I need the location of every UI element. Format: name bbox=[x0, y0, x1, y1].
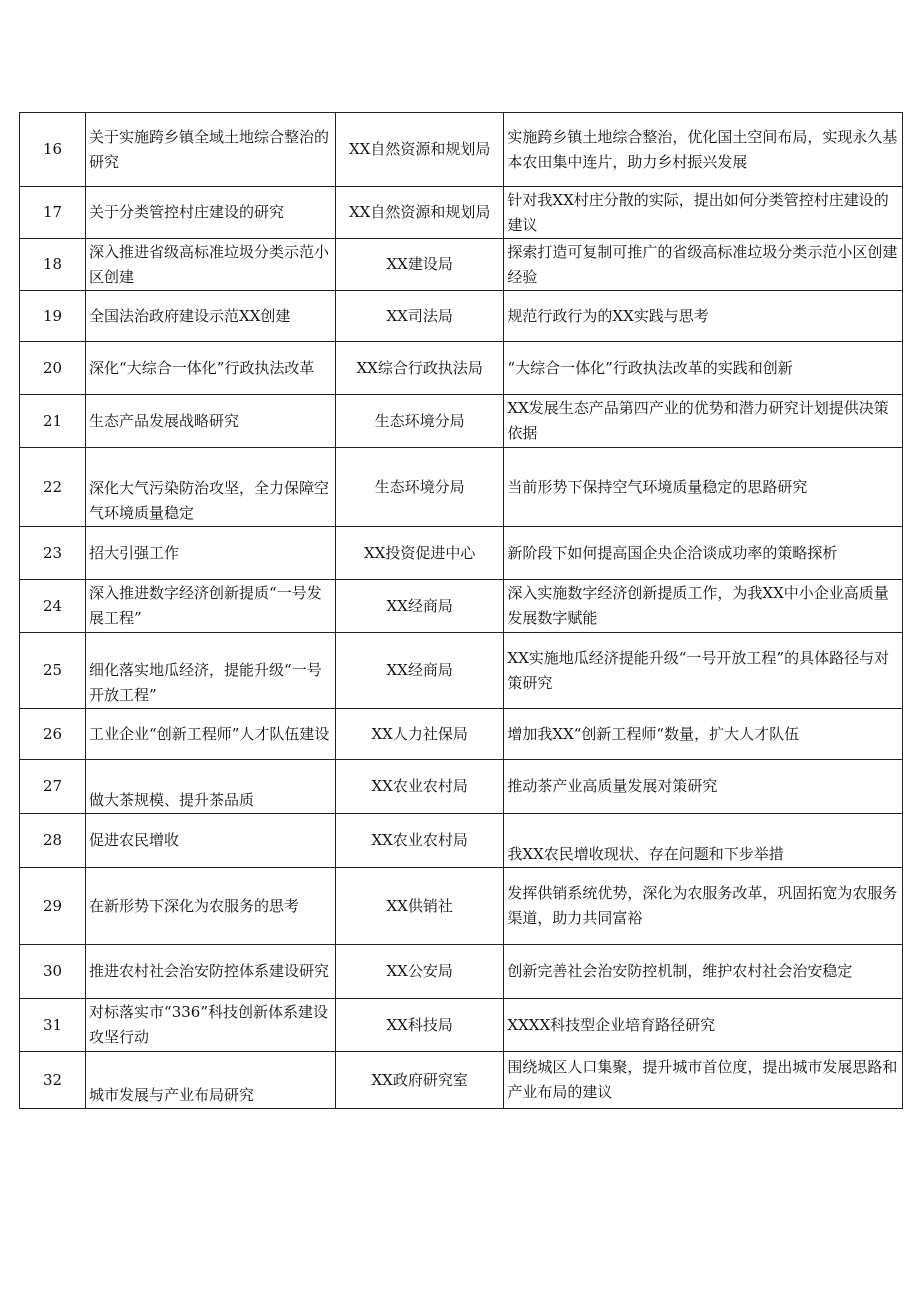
topic-cell: 深入推进省级高标准垃圾分类示范小区创建 bbox=[86, 239, 336, 291]
content-cell: 发挥供销系统优势，深化为农服务改革，巩固拓宽为农服务渠道，助力共同富裕 bbox=[504, 868, 903, 945]
content-cell: “大综合一体化”行政执法改革的实践和创新 bbox=[504, 342, 903, 395]
topic-cell: 深入推进数字经济创新提质“一号发展工程” bbox=[86, 580, 336, 633]
row-number: 17 bbox=[20, 187, 86, 239]
row-number: 18 bbox=[20, 239, 86, 291]
unit-cell: XX投资促进中心 bbox=[335, 527, 503, 580]
unit-cell: XX司法局 bbox=[335, 291, 503, 342]
content-cell: XX实施地瓜经济提能升级“一号开放工程”的具体路径与对策研究 bbox=[504, 633, 903, 709]
row-number: 25 bbox=[20, 633, 86, 709]
topic-cell: 关于实施跨乡镇全域土地综合整治的研究 bbox=[86, 113, 336, 187]
table-row bbox=[20, 395, 903, 448]
topic-cell: 细化落实地瓜经济，提能升级“一号开放工程” bbox=[86, 633, 336, 709]
row-number: 24 bbox=[20, 580, 86, 633]
content-cell: XXXX科技型企业培育路径研究 bbox=[504, 999, 903, 1052]
row-number: 26 bbox=[20, 709, 86, 760]
table-row bbox=[20, 868, 903, 945]
table-row bbox=[20, 814, 903, 868]
unit-cell: XX公安局 bbox=[335, 945, 503, 999]
row-number: 22 bbox=[20, 448, 86, 527]
topic-cell: 关于分类管控村庄建设的研究 bbox=[86, 187, 336, 239]
unit-cell: XX农业农村局 bbox=[335, 814, 503, 868]
content-cell: 当前形势下保持空气环境质量稳定的思路研究 bbox=[504, 448, 903, 527]
unit-cell: XX自然资源和规划局 bbox=[335, 113, 503, 187]
table-row bbox=[20, 633, 903, 709]
table-row bbox=[20, 709, 903, 760]
table-row bbox=[20, 239, 903, 291]
topic-cell: 在新形势下深化为农服务的思考 bbox=[86, 868, 336, 945]
content-cell: 创新完善社会治安防控机制，维护农村社会治安稳定 bbox=[504, 945, 903, 999]
row-number: 21 bbox=[20, 395, 86, 448]
unit-cell: XX经商局 bbox=[335, 633, 503, 709]
table-row bbox=[20, 527, 903, 580]
row-number: 28 bbox=[20, 814, 86, 868]
unit-cell: XX建设局 bbox=[335, 239, 503, 291]
content-cell: 我XX农民增收现状、存在问题和下步举措 bbox=[504, 814, 903, 868]
content-cell: 围绕城区人口集聚，提升城市首位度，提出城市发展思路和产业布局的建议 bbox=[504, 1052, 903, 1109]
table-row bbox=[20, 187, 903, 239]
content-cell: 增加我XX“创新工程师“数量，扩大人才队伍 bbox=[504, 709, 903, 760]
topic-cell: 做大茶规模、提升茶品质 bbox=[86, 760, 336, 814]
content-cell: 深入实施数字经济创新提质工作，为我XX中小企业高质量发展数字赋能 bbox=[504, 580, 903, 633]
content-cell: 探索打造可复制可推广的省级高标准垃圾分类示范小区创建经验 bbox=[504, 239, 903, 291]
table-row bbox=[20, 113, 903, 187]
unit-cell: XX经商局 bbox=[335, 580, 503, 633]
unit-cell: XX农业农村局 bbox=[335, 760, 503, 814]
row-number: 19 bbox=[20, 291, 86, 342]
table-row bbox=[20, 760, 903, 814]
unit-cell: 生态环境分局 bbox=[335, 395, 503, 448]
table-row bbox=[20, 999, 903, 1052]
unit-cell: XX供销社 bbox=[335, 868, 503, 945]
unit-cell: XX综合行政执法局 bbox=[335, 342, 503, 395]
content-cell: 针对我XX村庄分散的实际，提出如何分类管控村庄建设的建议 bbox=[504, 187, 903, 239]
content-cell: 推动茶产业高质量发展对策研究 bbox=[504, 760, 903, 814]
table-row bbox=[20, 342, 903, 395]
topic-cell: 城市发展与产业布局研究 bbox=[86, 1052, 336, 1109]
table-row bbox=[20, 1052, 903, 1109]
unit-cell: XX科技局 bbox=[335, 999, 503, 1052]
row-number: 16 bbox=[20, 113, 86, 187]
row-number: 23 bbox=[20, 527, 86, 580]
topic-cell: 生态产品发展战略研究 bbox=[86, 395, 336, 448]
row-number: 32 bbox=[20, 1052, 86, 1109]
row-number: 30 bbox=[20, 945, 86, 999]
topic-cell: 招大引强工作 bbox=[86, 527, 336, 580]
topic-cell: 推进农村社会治安防控体系建设研究 bbox=[86, 945, 336, 999]
topic-cell: 全国法治政府建设示范XX创建 bbox=[86, 291, 336, 342]
row-number: 29 bbox=[20, 868, 86, 945]
topic-cell: 深化“大综合一体化”行政执法改革 bbox=[86, 342, 336, 395]
table-row bbox=[20, 580, 903, 633]
research-topics-table bbox=[19, 112, 903, 1109]
topic-cell: 促进农民增收 bbox=[86, 814, 336, 868]
content-cell: 新阶段下如何提高国企央企洽谈成功率的策略探析 bbox=[504, 527, 903, 580]
content-cell: 实施跨乡镇土地综合整治，优化国土空间布局，实现永久基本农田集中连片，助力乡村振兴发展 bbox=[504, 113, 903, 187]
table-row bbox=[20, 448, 903, 527]
topic-cell: 对标落实市“336”科技创新体系建设攻坚行动 bbox=[86, 999, 336, 1052]
unit-cell: XX人力社保局 bbox=[335, 709, 503, 760]
table-row bbox=[20, 291, 903, 342]
content-cell: XX发展生态产品第四产业的优势和潜力研究计划提供决策依据 bbox=[504, 395, 903, 448]
content-cell: 规范行政行为的XX实践与思考 bbox=[504, 291, 903, 342]
unit-cell: XX政府研究室 bbox=[335, 1052, 503, 1109]
unit-cell: 生态环境分局 bbox=[335, 448, 503, 527]
unit-cell: XX自然资源和规划局 bbox=[335, 187, 503, 239]
topic-cell: 深化大气污染防治攻坚，全力保障空气环境质量稳定 bbox=[86, 448, 336, 527]
topic-cell: 工业企业“创新工程师”人才队伍建设 bbox=[86, 709, 336, 760]
row-number: 20 bbox=[20, 342, 86, 395]
row-number: 27 bbox=[20, 760, 86, 814]
row-number: 31 bbox=[20, 999, 86, 1052]
table-row bbox=[20, 945, 903, 999]
